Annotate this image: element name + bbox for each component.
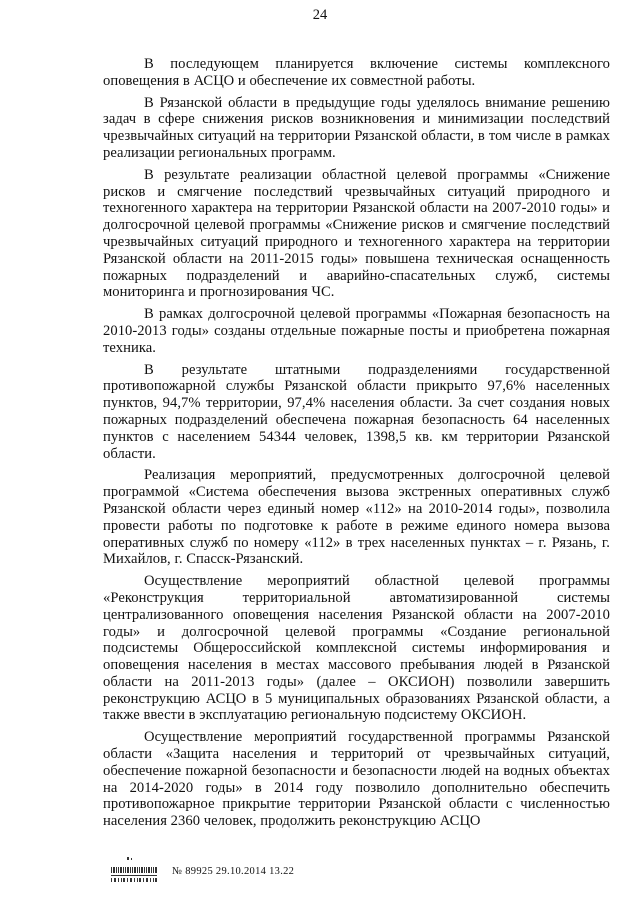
document-body [103, 56, 610, 830]
page-number: 24 [312, 7, 328, 23]
paragraph: Реализация мероприятий, предусмотренных долгосрочной целевой программой «Система обеспечения вызова экстренных оперативных служб Рязанской области через единый номер «112» на 2010-2014 годы», позволила провести работы по подготовке к работе в режиме единого номера вызова оперативных служб по номеру «112» в трех населенных пунктах – г. Рязань, г. Михайлов, г. Спасск-Рязанский. [103, 467, 610, 568]
barcode-stamp-icon [109, 856, 161, 886]
paragraph: В результате реализации областной целевой программы «Снижение рисков и смягчение последствий чрезвычайных ситуаций природного и техногенного характера на территории Рязанской области на 2007-2010 годы» и долгосрочной целевой программы «Снижение рисков и смягчение последствий чрезвычайных ситуаций природного и техногенного характера на территории Рязанской области на 2011-2015 годы» повышена техническая оснащенность пожарных подразделений и аварийно-спасательных служб, системы мониторинга и прогнозирования ЧС. [103, 166, 610, 301]
paragraph: В Рязанской области в предыдущие годы уделялось внимание решению задач в сфере снижения рисков возникновения и минимизации последствий чрезвычайных ситуаций на территории Рязанской области, в том числе в рамках реализации региональных программ. [103, 94, 610, 161]
paragraph: В результате штатными подразделениями государственной противопожарной службы Рязанской области прикрыто 97,6% населенных пунктов, 94,7% территории, 97,4% населения области. За счет создания новых пожарных подразделений обеспечена пожарная безопасность 64 населенных пунктов с населением 54344 человек, 1398,5 кв. км территории Рязанской области. [103, 361, 610, 462]
paragraph: В последующем планируется включение системы комплексного оповещения в АСЦО и обеспечение их совместной работы. [103, 56, 610, 89]
registration-stamp: № 89925 29.10.2014 13.22 [172, 866, 295, 877]
registration-footer [109, 856, 409, 886]
paragraph: Осуществление мероприятий государственной программы Рязанской области «Защита населения и территорий от чрезвычайных ситуаций, обеспечение пожарной безопасности и безопасности людей на водных объектах на 2014-2020 годы» в 2014 году позволило дополнительно обеспечить противопожарное прикрытие территории Рязанской области с численностью населения 2360 человек, продолжить реконструкцию АСЦО [103, 729, 610, 830]
paragraph: Осуществление мероприятий областной целевой программы «Реконструкция территориальной автоматизированной системы централизованного оповещения населения Рязанской области на 2007-2010 годы» и долгосрочной целевой программы «Создание региональной подсистемы Общероссийской комплексной системы информирования и оповещения населения в местах массового пребывания людей в Рязанской области на 2011-2013 годы» (далее – ОКСИОН) позволили завершить реконструкцию АСЦО в 5 муниципальных образованиях Рязанской области, а также ввести в эксплуатацию региональную подсистему ОКСИОН. [103, 573, 610, 724]
paragraph: В рамках долгосрочной целевой программы «Пожарная безопасность на 2010-2013 годы» созданы отдельные пожарные посты и приобретена пожарная техника. [103, 306, 610, 356]
